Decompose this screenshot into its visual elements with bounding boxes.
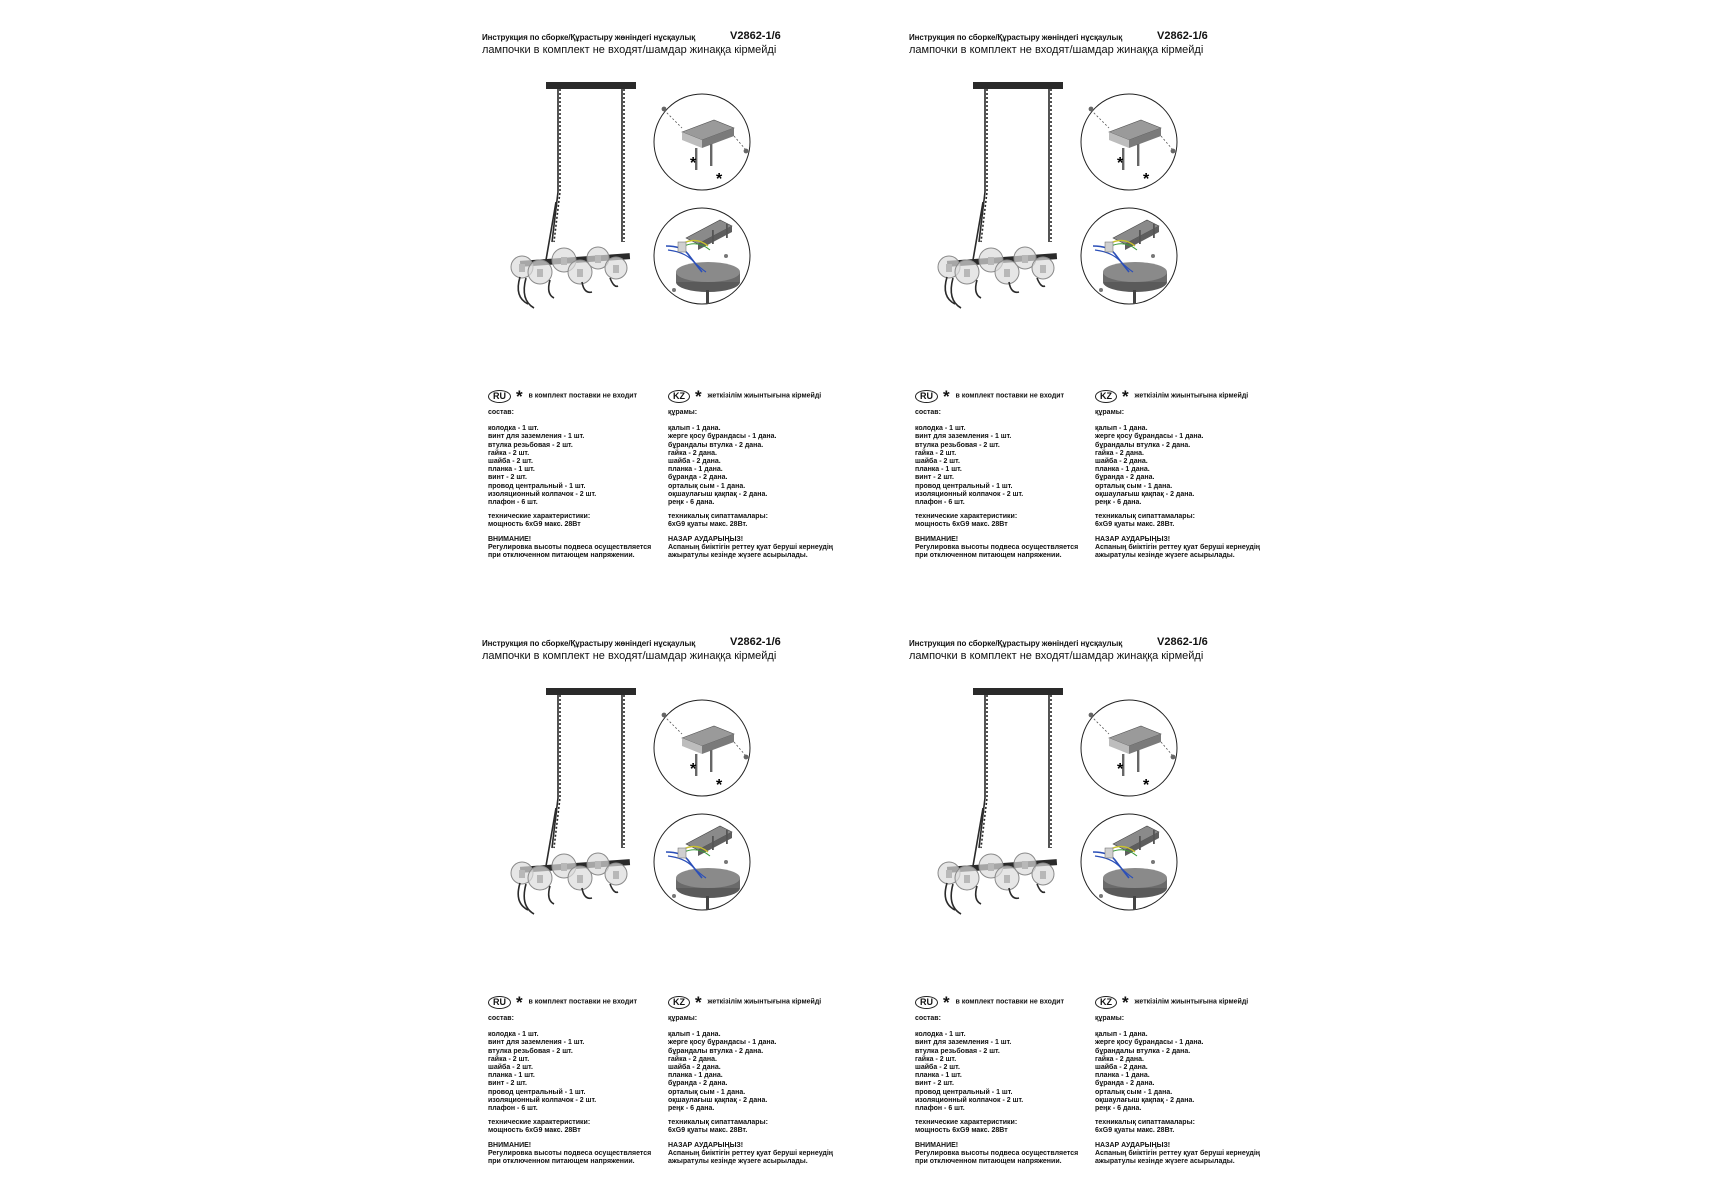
specs-value: 6хG9 қуаты макс. 28Вт.: [668, 1127, 748, 1135]
ru-badge: RU: [915, 996, 938, 1009]
list-item: колодка - 1 шт.: [915, 1031, 966, 1039]
list-item: орталық сым - 1 дана.: [668, 1088, 746, 1096]
list-item: шайба - 2 шт.: [915, 1064, 960, 1072]
list-item: ажыратулы кезінде жүзеге асырылады.: [668, 1158, 808, 1166]
russian-column: [915, 992, 1115, 1166]
specs-value: 6хG9 қуаты макс. 28Вт.: [668, 521, 748, 529]
warning-heading: НАЗАР АУДАРЫҢЫЗ!: [1095, 535, 1171, 543]
warning-heading: ВНИМАНИЕ!: [488, 535, 532, 543]
ru-badge: RU: [488, 996, 511, 1009]
not-included-note: жеткізілім жиынтығына кірмейді: [707, 998, 822, 1006]
list-item: оқшаулағыш қақпақ - 2 дана.: [668, 1096, 768, 1104]
asterisk-icon: *: [515, 992, 523, 1012]
warning-heading: НАЗАР АУДАРЫҢЫЗ!: [668, 1141, 744, 1149]
model-number: V2862-1/6: [1157, 30, 1208, 42]
list-item: жерге қосу бұрандасы - 1 дана.: [1095, 1039, 1204, 1047]
list-item: Регулировка высоты подвеса осуществляется: [488, 543, 652, 551]
contents-heading: состав:: [488, 1015, 514, 1022]
list-item: шайба - 2 дана.: [1095, 458, 1148, 466]
kazakh-column: [668, 386, 868, 560]
list-item: Регулировка высоты подвеса осуществляется: [915, 1149, 1079, 1157]
list-item: оқшаулағыш қақпақ - 2 дана.: [1095, 490, 1195, 498]
list-item: бұрандалы втулка - 2 дана.: [668, 441, 764, 449]
specs-heading: техникалық сипаттамалары:: [1095, 1119, 1195, 1127]
list-item: қалып - 1 дана.: [1095, 1031, 1148, 1039]
warning-heading: ВНИМАНИЕ!: [915, 1141, 959, 1149]
bracket-detail-circle: [652, 92, 752, 192]
list-item: гайка - 2 дана.: [668, 449, 717, 457]
chandelier-illustration: [510, 688, 640, 948]
list-item: планка - 1 шт.: [915, 466, 962, 474]
specs-value: 6хG9 қуаты макс. 28Вт.: [1095, 1127, 1175, 1135]
list-item: планка - 1 шт.: [488, 466, 535, 474]
asterisk-icon: *: [942, 992, 950, 1012]
contents-list: [1095, 1031, 1295, 1113]
contents-heading: құрамы:: [668, 1015, 698, 1022]
not-included-note: в комплект поставки не входит: [955, 998, 1065, 1006]
list-item: винт - 2 шт.: [488, 474, 527, 482]
contents-heading: состав:: [915, 409, 941, 416]
bracket-detail-circle: [652, 698, 752, 798]
chandelier-illustration: [937, 688, 1067, 948]
specs-heading: технические характеристики:: [915, 513, 1018, 521]
list-item: қалып - 1 дана.: [668, 425, 721, 433]
list-item: втулка резьбовая - 2 шт.: [915, 441, 1000, 449]
list-item: шайба - 2 дана.: [668, 1064, 721, 1072]
instruction-title: Инструкция по сборке/Құрастыру жөніндегі нұсқаулық: [909, 639, 1123, 648]
list-item: плафон - 6 шт.: [488, 1105, 538, 1113]
not-included-note: жеткізілім жиынтығына кірмейді: [1134, 392, 1249, 400]
warning-heading: НАЗАР АУДАРЫҢЫЗ!: [668, 535, 744, 543]
specs-value: мощность 6хG9 макс. 28Вт: [488, 521, 581, 529]
list-item: гайка - 2 шт.: [915, 449, 957, 457]
specs-value: мощность 6хG9 макс. 28Вт: [915, 1127, 1008, 1135]
bulbs-not-included-note: лампочки в комплект не входят/шамдар жинаққа кірмейді: [909, 650, 1204, 662]
ru-badge: RU: [488, 390, 511, 403]
list-item: шайба - 2 шт.: [488, 1064, 533, 1072]
chandelier-illustration: [937, 82, 1067, 342]
warning-text: [915, 1150, 1115, 1166]
list-item: Регулировка высоты подвеса осуществляется: [488, 1149, 652, 1157]
kazakh-column: [668, 992, 868, 1166]
contents-list: [915, 1031, 1115, 1113]
canopy-wiring-circle: [652, 206, 752, 306]
list-item: оқшаулағыш қақпақ - 2 дана.: [1095, 1096, 1195, 1104]
list-item: винт - 2 шт.: [915, 1080, 954, 1088]
list-item: планка - 1 дана.: [1095, 1072, 1150, 1080]
contents-heading: құрамы:: [1095, 409, 1125, 416]
instruction-title: Инструкция по сборке/Құрастыру жөніндегі нұсқаулық: [482, 33, 696, 42]
list-item: қалып - 1 дана.: [1095, 425, 1148, 433]
warning-heading: ВНИМАНИЕ!: [488, 1141, 532, 1149]
list-item: реңк - 6 дана.: [1095, 1105, 1142, 1113]
instruction-panel-top-left: [482, 28, 912, 588]
list-item: гайка - 2 шт.: [488, 1055, 530, 1063]
list-item: планка - 1 дана.: [1095, 466, 1150, 474]
bulbs-not-included-note: лампочки в комплект не входят/шамдар жинаққа кірмейді: [482, 44, 777, 56]
not-included-note: жеткізілім жиынтығына кірмейді: [1134, 998, 1249, 1006]
not-included-note: в комплект поставки не входит: [955, 392, 1065, 400]
list-item: планка - 1 шт.: [915, 1072, 962, 1080]
list-item: винт для заземления - 1 шт.: [488, 433, 585, 441]
warning-heading: НАЗАР АУДАРЫҢЫЗ!: [1095, 1141, 1171, 1149]
contents-heading: құрамы:: [668, 409, 698, 416]
asterisk-icon: *: [942, 386, 950, 406]
russian-column: [488, 386, 688, 560]
canopy-wiring-circle: [1079, 812, 1179, 912]
list-item: шайба - 2 шт.: [915, 458, 960, 466]
specs-heading: техникалық сипаттамалары:: [668, 513, 768, 521]
list-item: Аспаның биіктігін реттеу қуат беруші кернеудің: [668, 543, 834, 551]
russian-column: [488, 992, 688, 1166]
list-item: бұрандалы втулка - 2 дана.: [1095, 1047, 1191, 1055]
ru-badge: RU: [915, 390, 938, 403]
list-item: бұранда - 2 дана.: [668, 1080, 728, 1088]
asterisk-mark: *: [1117, 155, 1124, 172]
list-item: при отключенном питающем напряжении.: [915, 1158, 1062, 1166]
list-item: ажыратулы кезінде жүзеге асырылады.: [668, 552, 808, 560]
list-item: жерге қосу бұрандасы - 1 дана.: [668, 1039, 777, 1047]
list-item: орталық сым - 1 дана.: [668, 482, 746, 490]
asterisk-mark: *: [690, 155, 697, 172]
list-item: изоляционный колпачок - 2 шт.: [915, 1096, 1024, 1104]
asterisk-mark: *: [1143, 171, 1150, 188]
contents-heading: құрамы:: [1095, 1015, 1125, 1022]
list-item: плафон - 6 шт.: [488, 499, 538, 507]
model-number: V2862-1/6: [1157, 636, 1208, 648]
list-item: гайка - 2 дана.: [1095, 1055, 1144, 1063]
contents-heading: состав:: [915, 1015, 941, 1022]
asterisk-icon: *: [1121, 386, 1129, 406]
contents-list: [915, 425, 1115, 507]
contents-list: [668, 1031, 868, 1113]
kazakh-column: [1095, 992, 1295, 1166]
canopy-wiring-circle: [1079, 206, 1179, 306]
specs-value: мощность 6хG9 макс. 28Вт: [488, 1127, 581, 1135]
list-item: изоляционный колпачок - 2 шт.: [488, 490, 597, 498]
list-item: плафон - 6 шт.: [915, 1105, 965, 1113]
kz-badge: KZ: [668, 390, 690, 403]
list-item: провод центральный - 1 шт.: [915, 1088, 1013, 1096]
list-item: втулка резьбовая - 2 шт.: [915, 1047, 1000, 1055]
list-item: бұранда - 2 дана.: [1095, 474, 1155, 482]
list-item: жерге қосу бұрандасы - 1 дана.: [668, 433, 777, 441]
kazakh-column: [1095, 386, 1295, 560]
asterisk-icon: *: [694, 992, 702, 1012]
list-item: гайка - 2 дана.: [1095, 449, 1144, 457]
specs-heading: технические характеристики:: [915, 1119, 1018, 1127]
asterisk-icon: *: [515, 386, 523, 406]
chandelier-illustration: [510, 82, 640, 342]
bracket-detail-circle: [1079, 698, 1179, 798]
warning-text: [488, 544, 688, 560]
list-item: винт для заземления - 1 шт.: [915, 433, 1012, 441]
list-item: винт - 2 шт.: [488, 1080, 527, 1088]
list-item: шайба - 2 дана.: [1095, 1064, 1148, 1072]
list-item: втулка резьбовая - 2 шт.: [488, 441, 573, 449]
list-item: планка - 1 шт.: [488, 1072, 535, 1080]
warning-text: [915, 544, 1115, 560]
list-item: провод центральный - 1 шт.: [488, 1088, 586, 1096]
list-item: гайка - 2 шт.: [488, 449, 530, 457]
list-item: провод центральный - 1 шт.: [488, 482, 586, 490]
canopy-wiring-circle: [652, 812, 752, 912]
asterisk-mark: *: [1143, 777, 1150, 794]
list-item: ажыратулы кезінде жүзеге асырылады.: [1095, 552, 1235, 560]
warning-text: [668, 544, 868, 560]
specs-heading: техникалық сипаттамалары:: [1095, 513, 1195, 521]
list-item: планка - 1 дана.: [668, 466, 723, 474]
list-item: винт - 2 шт.: [915, 474, 954, 482]
list-item: бұрандалы втулка - 2 дана.: [668, 1047, 764, 1055]
list-item: при отключенном питающем напряжении.: [488, 552, 635, 560]
contents-list: [488, 425, 688, 507]
list-item: колодка - 1 шт.: [488, 425, 539, 433]
list-item: изоляционный колпачок - 2 шт.: [488, 1096, 597, 1104]
list-item: Аспаның биіктігін реттеу қуат беруші кернеудің: [1095, 543, 1261, 551]
bracket-detail-circle: [1079, 92, 1179, 192]
contents-list: [668, 425, 868, 507]
not-included-note: жеткізілім жиынтығына кірмейді: [707, 392, 822, 400]
model-number: V2862-1/6: [730, 636, 781, 648]
warning-text: [668, 1150, 868, 1166]
list-item: плафон - 6 шт.: [915, 499, 965, 507]
not-included-note: в комплект поставки не входит: [528, 392, 638, 400]
asterisk-mark: *: [716, 171, 723, 188]
list-item: Регулировка высоты подвеса осуществляется: [915, 543, 1079, 551]
list-item: реңк - 6 дана.: [668, 499, 715, 507]
list-item: колодка - 1 шт.: [915, 425, 966, 433]
kz-badge: KZ: [1095, 390, 1117, 403]
instruction-title: Инструкция по сборке/Құрастыру жөніндегі нұсқаулық: [909, 33, 1123, 42]
specs-heading: технические характеристики:: [488, 1119, 591, 1127]
warning-heading: ВНИМАНИЕ!: [915, 535, 959, 543]
bulbs-not-included-note: лампочки в комплект не входят/шамдар жинаққа кірмейді: [482, 650, 777, 662]
contents-list: [488, 1031, 688, 1113]
list-item: бұрандалы втулка - 2 дана.: [1095, 441, 1191, 449]
asterisk-mark: *: [716, 777, 723, 794]
list-item: при отключенном питающем напряжении.: [915, 552, 1062, 560]
list-item: шайба - 2 дана.: [668, 458, 721, 466]
kz-badge: KZ: [1095, 996, 1117, 1009]
list-item: жерге қосу бұрандасы - 1 дана.: [1095, 433, 1204, 441]
contents-list: [1095, 425, 1295, 507]
list-item: оқшаулағыш қақпақ - 2 дана.: [668, 490, 768, 498]
list-item: Аспаның биіктігін реттеу қуат беруші кернеудің: [668, 1149, 834, 1157]
instruction-panel-top-right: [909, 28, 1339, 588]
list-item: гайка - 2 дана.: [668, 1055, 717, 1063]
list-item: изоляционный колпачок - 2 шт.: [915, 490, 1024, 498]
list-item: гайка - 2 шт.: [915, 1055, 957, 1063]
list-item: планка - 1 дана.: [668, 1072, 723, 1080]
list-item: втулка резьбовая - 2 шт.: [488, 1047, 573, 1055]
list-item: бұранда - 2 дана.: [1095, 1080, 1155, 1088]
list-item: қалып - 1 дана.: [668, 1031, 721, 1039]
list-item: реңк - 6 дана.: [668, 1105, 715, 1113]
warning-text: [488, 1150, 688, 1166]
not-included-note: в комплект поставки не входит: [528, 998, 638, 1006]
list-item: бұранда - 2 дана.: [668, 474, 728, 482]
list-item: орталық сым - 1 дана.: [1095, 482, 1173, 490]
instruction-panel-bottom-right: [909, 634, 1339, 1194]
russian-column: [915, 386, 1115, 560]
asterisk-mark: *: [690, 761, 697, 778]
list-item: колодка - 1 шт.: [488, 1031, 539, 1039]
specs-value: 6хG9 қуаты макс. 28Вт.: [1095, 521, 1175, 529]
list-item: шайба - 2 шт.: [488, 458, 533, 466]
specs-heading: техникалық сипаттамалары:: [668, 1119, 768, 1127]
kz-badge: KZ: [668, 996, 690, 1009]
list-item: орталық сым - 1 дана.: [1095, 1088, 1173, 1096]
list-item: Аспаның биіктігін реттеу қуат беруші кернеудің: [1095, 1149, 1261, 1157]
list-item: при отключенном питающем напряжении.: [488, 1158, 635, 1166]
contents-heading: состав:: [488, 409, 514, 416]
list-item: ажыратулы кезінде жүзеге асырылады.: [1095, 1158, 1235, 1166]
asterisk-icon: *: [694, 386, 702, 406]
asterisk-mark: *: [1117, 761, 1124, 778]
instruction-title: Инструкция по сборке/Құрастыру жөніндегі нұсқаулық: [482, 639, 696, 648]
list-item: винт для заземления - 1 шт.: [488, 1039, 585, 1047]
model-number: V2862-1/6: [730, 30, 781, 42]
specs-value: мощность 6хG9 макс. 28Вт: [915, 521, 1008, 529]
bulbs-not-included-note: лампочки в комплект не входят/шамдар жинаққа кірмейді: [909, 44, 1204, 56]
asterisk-icon: *: [1121, 992, 1129, 1012]
specs-heading: технические характеристики:: [488, 513, 591, 521]
list-item: реңк - 6 дана.: [1095, 499, 1142, 507]
instruction-panel-bottom-left: [482, 634, 912, 1194]
list-item: провод центральный - 1 шт.: [915, 482, 1013, 490]
warning-text: [1095, 1150, 1295, 1166]
warning-text: [1095, 544, 1295, 560]
list-item: винт для заземления - 1 шт.: [915, 1039, 1012, 1047]
